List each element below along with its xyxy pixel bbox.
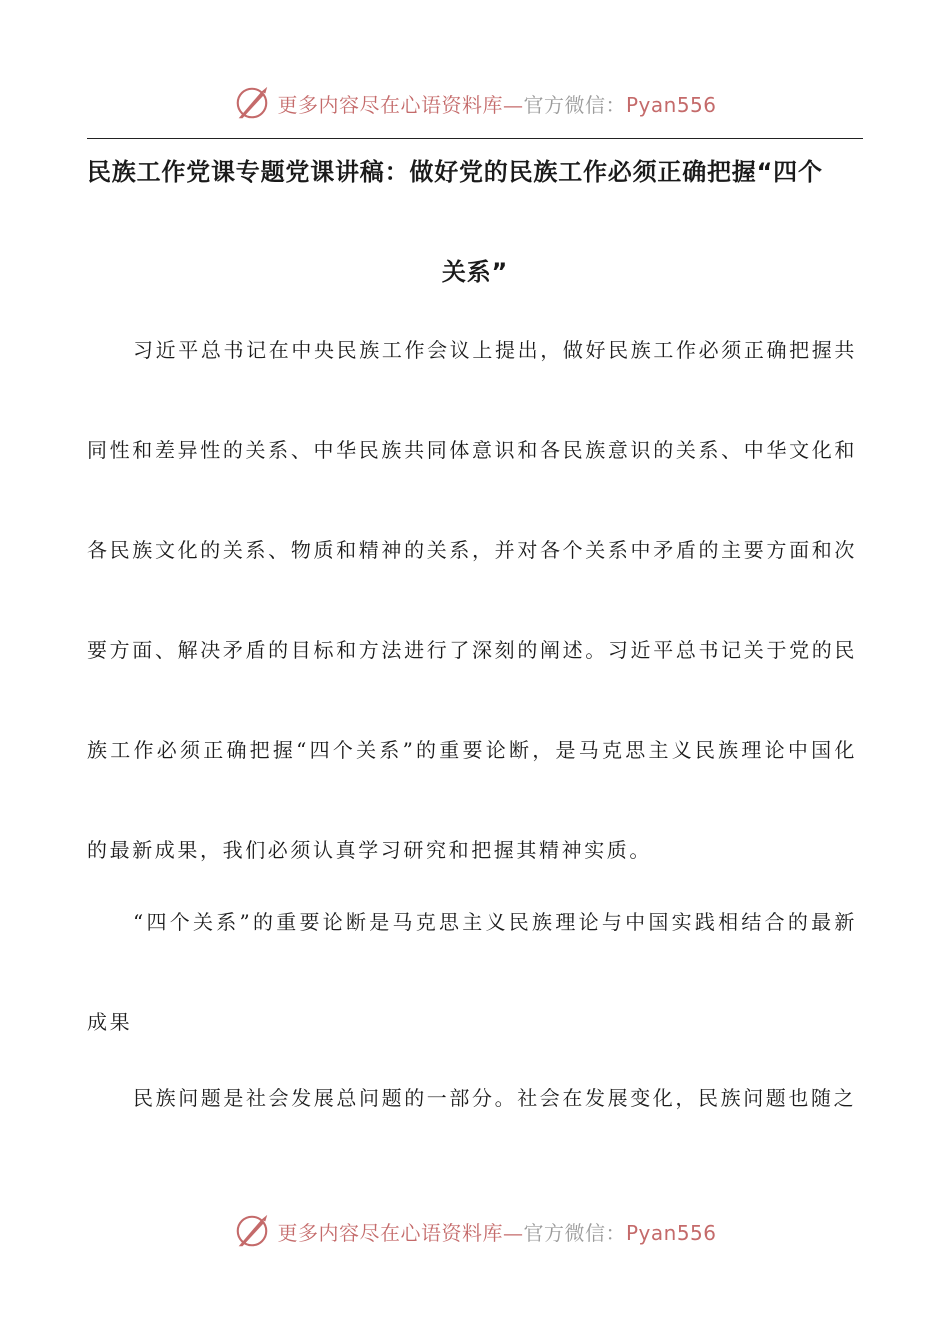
header-banner-text: [277, 89, 716, 118]
header-handle: Pyan556: [625, 92, 717, 117]
header-watermark-banner: [0, 84, 950, 122]
quill-logo-icon: [233, 1212, 271, 1250]
document-title: [87, 150, 863, 294]
footer-watermark-banner: [0, 1212, 950, 1250]
body-paragraph-2: “四个关系”的重要论断是马克思主义民族理论与中国实践相结合的最新成果: [87, 910, 857, 1034]
footer-separator: —: [502, 1220, 524, 1245]
header-separator: —: [502, 92, 524, 117]
body-paragraph-3: 民族问题是社会发展总问题的一部分。社会在发展变化，民族问题也随之: [133, 1086, 857, 1110]
header-official-label: 官方微信：: [523, 92, 626, 117]
footer-brand-text: 更多内容尽在心语资料库: [277, 1220, 503, 1245]
header-divider: [87, 138, 863, 139]
header-brand-text: 更多内容尽在心语资料库: [277, 92, 503, 117]
quill-logo-icon: [233, 84, 271, 122]
footer-official-label: 官方微信：: [523, 1220, 626, 1245]
footer-banner-text: [277, 1217, 716, 1246]
title-line-1: 民族工作党课专题党课讲稿：做好党的民族工作必须正确把握“四个: [87, 158, 823, 186]
body-paragraph-1: 习近平总书记在中央民族工作会议上提出，做好民族工作必须正确把握共同性和差异性的关系、中华民族共同体意识和各民族意识的关系、中华文化和各民族文化的关系、物质和精神的关系，并对各个关系中矛盾的主要方面和次要方面、解决矛盾的目标和方法进行了深刻的阐述。习近平总书记关于党的民族工作必须正确把握“四个关系”的重要论断，是马克思主义民族理论中国化的最新成果，我们必须认真学习研究和把握其精神实质。: [87, 338, 857, 862]
footer-handle: Pyan556: [625, 1220, 717, 1245]
title-line-2: 关系”: [441, 258, 509, 286]
